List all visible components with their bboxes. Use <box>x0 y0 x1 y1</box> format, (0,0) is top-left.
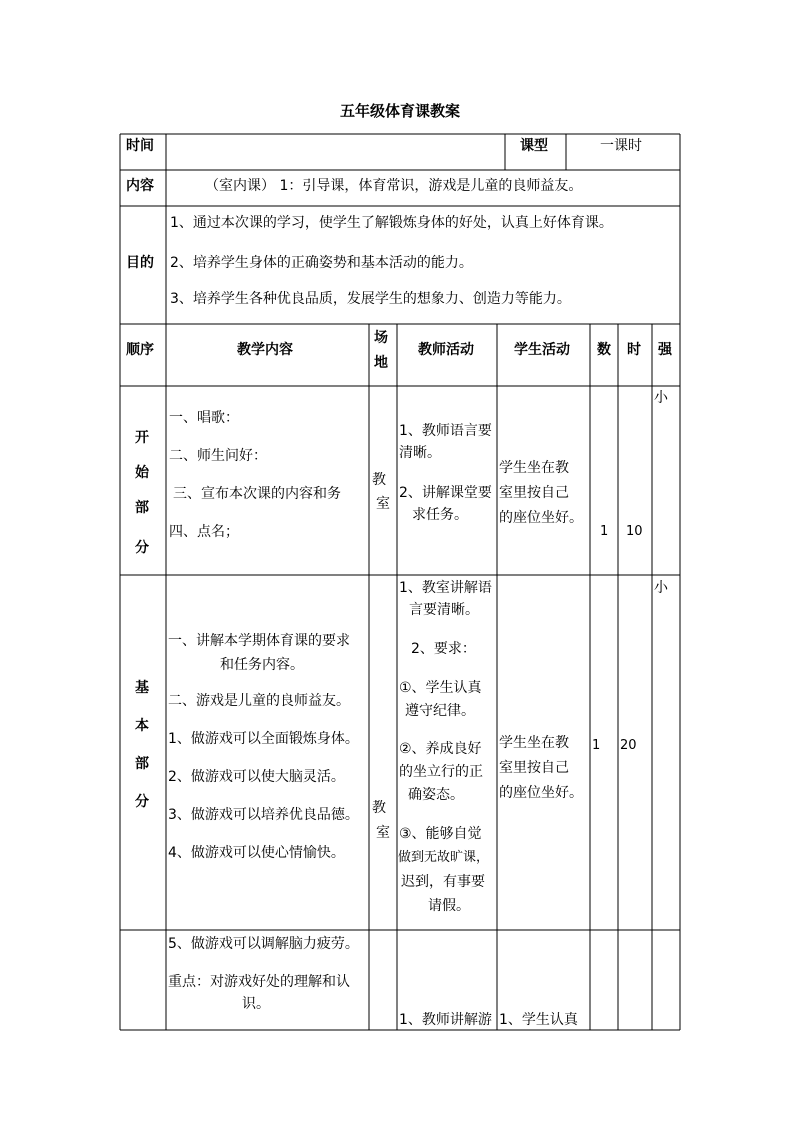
lesson-type-value: 一课时 <box>600 138 642 154</box>
teacher-line: ③、能够自觉 <box>399 826 482 842</box>
section-name-char: 部 <box>135 500 149 516</box>
content-line: 2、做游戏可以使大脑灵活。 <box>168 769 345 785</box>
teacher-line: 迟到，有事要 <box>401 874 485 890</box>
teacher-line: 2、讲解课堂要 <box>399 485 492 501</box>
teacher-line: 求任务。 <box>412 507 468 523</box>
content-line: 1、做游戏可以全面锻炼身体。 <box>168 731 359 747</box>
col-intensity: 强 <box>658 342 672 358</box>
section-name-char: 分 <box>135 540 149 556</box>
content-line: 二、师生问好： <box>169 448 267 464</box>
student-line: 的座位坐好。 <box>499 510 583 526</box>
student-line: 1、学生认真 <box>499 1012 578 1028</box>
student-line: 室里按自己 <box>499 760 569 776</box>
goal-label: 目的 <box>126 255 154 271</box>
content-line: 二、游戏是儿童的良师益友。 <box>168 693 350 709</box>
intensity-value: 小 <box>654 580 668 596</box>
content-line: 四、点名； <box>169 524 239 540</box>
student-line: 学生坐在教 <box>499 735 569 751</box>
student-line: 的座位坐好。 <box>499 785 583 801</box>
goal-item: 1、通过本次课的学习，使学生了解锻炼身体的好处，认真上好体育课。 <box>170 215 613 231</box>
teacher-line: 2、要求： <box>411 641 476 657</box>
col-content: 教学内容 <box>237 342 293 358</box>
content-line: 5、做游戏可以调解脑力疲劳。 <box>168 936 359 952</box>
section-name-char: 基 <box>135 680 149 696</box>
content-value: （室内课） 1：引导课，体育常识，游戏是儿童的良师益友。 <box>205 178 583 194</box>
section-name-char: 部 <box>135 756 149 772</box>
teacher-line: 做到无故旷课， <box>398 850 490 865</box>
intensity-value: 小 <box>654 390 668 406</box>
col-venue-1: 场 <box>374 330 388 346</box>
teacher-line: 言要清晰。 <box>409 602 479 618</box>
content-line: 3、做游戏可以培养优良品德。 <box>168 807 359 823</box>
count-value: 1 <box>592 738 601 753</box>
goal-item: 2、培养学生身体的正确姿势和基本活动的能力。 <box>170 255 473 271</box>
teacher-line: 的坐立行的正 <box>399 764 483 780</box>
lesson-type-label: 课型 <box>520 138 548 154</box>
col-order: 顺序 <box>126 342 154 358</box>
teacher-line: 1、教师讲解游 <box>399 1012 492 1028</box>
content-line: 识。 <box>242 996 270 1012</box>
student-line: 室里按自己 <box>499 485 569 501</box>
teacher-line: ①、学生认真 <box>399 680 482 696</box>
teacher-line: 1、教室讲解语 <box>399 580 492 596</box>
teacher-line: ②、养成良好 <box>399 741 482 757</box>
time-label: 时间 <box>126 138 154 154</box>
venue-char: 室 <box>376 825 390 841</box>
time-value: 10 <box>626 524 643 539</box>
col-venue-2: 地 <box>374 355 388 371</box>
col-student: 学生活动 <box>514 342 570 358</box>
venue-char: 教 <box>372 800 386 816</box>
count-value: 1 <box>600 524 609 539</box>
goal-item: 3、培养学生各种优良品质，发展学生的想象力、创造力等能力。 <box>170 291 571 307</box>
time-value: 20 <box>620 738 637 753</box>
section-name-char: 始 <box>135 465 149 481</box>
content-line: 和任务内容。 <box>220 657 304 673</box>
venue-char: 教 <box>372 472 386 488</box>
section-name-char: 开 <box>135 430 149 446</box>
section-name-char: 本 <box>135 718 149 734</box>
content-line: 重点：对游戏好处的理解和认 <box>168 974 350 990</box>
content-line: 一、讲解本学期体育课的要求 <box>168 633 350 649</box>
teacher-line: 请假。 <box>428 898 470 914</box>
teacher-line: 1、教师语言要 <box>399 423 492 439</box>
content-line: 4、做游戏可以使心情愉快。 <box>168 845 345 861</box>
col-count: 数 <box>597 342 611 358</box>
venue-char: 室 <box>376 496 390 512</box>
document-title: 五年级体育课教案 <box>339 102 460 120</box>
col-teacher: 教师活动 <box>418 342 474 358</box>
teacher-line: 遵守纪律。 <box>405 703 475 719</box>
teacher-line: 确姿态。 <box>408 787 464 803</box>
teacher-line: 清晰。 <box>399 445 441 461</box>
content-line: 三、宣布本次课的内容和务 <box>173 486 341 502</box>
col-time: 时 <box>627 342 641 358</box>
section-name-char: 分 <box>135 794 149 810</box>
student-line: 学生坐在教 <box>499 460 569 476</box>
content-label: 内容 <box>126 178 154 194</box>
content-line: 一、唱歌： <box>169 410 239 426</box>
